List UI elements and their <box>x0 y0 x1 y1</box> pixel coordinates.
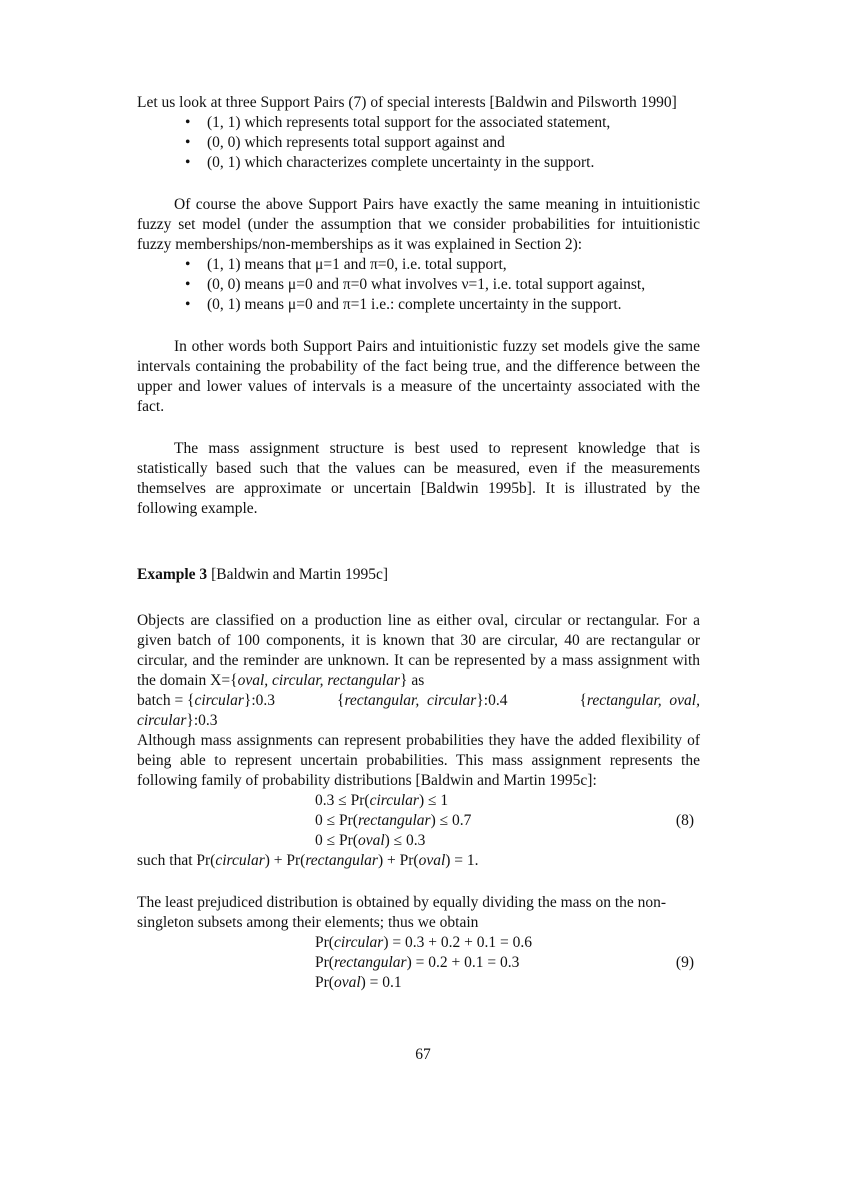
eq9-line <box>315 953 700 973</box>
eq-text: ) + Pr( <box>377 852 419 869</box>
eq-text: ) = 0.3 + 0.2 + 0.1 = 0.6 <box>383 934 532 951</box>
eq-text: 0.3 ≤ Pr( <box>315 792 370 809</box>
list-item: • (0, 1) which characterizes complete uncertainty in the support. <box>185 153 700 173</box>
brace: { <box>579 692 587 709</box>
batch-prefix: batch = { <box>137 692 195 709</box>
eq8-line <box>315 811 700 831</box>
eq-text: ) ≤ 1 <box>418 792 449 809</box>
eq-var: rectangular <box>357 812 431 829</box>
example-intro-text: Objects are classified on a production line as either oval, circular or rectangular. For a given batch of 100 components, it is known that 30 are circular, 40 are rectangular or circular, and the reminder are unknown. It can be represented by a mass assignment with the domain X={ <box>137 612 700 689</box>
eq8-line <box>315 791 700 811</box>
eq-var: circular <box>333 934 384 951</box>
eq-text: ) ≤ 0.7 <box>430 812 472 829</box>
eq9-line <box>315 933 700 953</box>
batch-continuation <box>137 711 700 731</box>
eq-text: Pr( <box>315 934 334 951</box>
equation-number-8: (8) <box>675 812 694 829</box>
page-number: 67 <box>415 1046 431 1063</box>
such-that-constraint <box>137 851 700 871</box>
list-item: • (0, 1) means μ=0 and π=1 i.e.: complete uncertainty in the support. <box>185 295 700 315</box>
eq-var: rectangular <box>333 954 407 971</box>
eq9-line <box>315 973 700 993</box>
eq-var: rectangular <box>305 852 378 869</box>
mass-assignment-paragraph: The mass assignment structure is best used to represent knowledge that is statistically based such that the values can be measured, even if the measurements themselves are approximate or uncertain [Baldwin 1995b]. It is illustrated by the following example. <box>137 440 700 517</box>
page-body <box>137 93 700 993</box>
eq8-line <box>315 831 700 851</box>
support-pairs-list <box>137 113 700 173</box>
ifs-meaning-list <box>137 255 700 315</box>
equation-8 <box>137 791 700 851</box>
eq-text: ) = 1. <box>445 852 479 869</box>
batch-set-1: circular <box>194 692 244 709</box>
example-intro <box>137 611 700 691</box>
equation-number-9: (9) <box>675 954 694 971</box>
list-item: • (0, 0) means μ=0 and π=0 what involves ν=1, i.e. total support against, <box>185 275 700 295</box>
batch-mass-assignment <box>137 691 700 711</box>
batch-set-3b: circular <box>137 712 187 729</box>
batch-mass-2: }:0.4 <box>476 692 508 709</box>
eq-var: oval <box>357 832 385 849</box>
eq-text: ) = 0.2 + 0.1 = 0.3 <box>406 954 520 971</box>
batch-mass-3: }:0.3 <box>186 712 218 729</box>
eq-text: ) ≤ 0.3 <box>384 832 426 849</box>
eq-text: Pr( <box>315 954 334 971</box>
eq-text: 0 ≤ Pr( <box>315 812 358 829</box>
eq-var: circular <box>215 852 265 869</box>
list-item: • (0, 0) which represents total support against and <box>185 133 700 153</box>
ifs-meaning-paragraph: Of course the above Support Pairs have exactly the same meaning in intuitionistic fuzzy set model (under the assumption that we consider probabilities for intuitionistic fuzzy memberships/non-memberships as it was explained in Section 2): <box>137 196 700 253</box>
example-heading <box>137 565 700 585</box>
eq-text: ) = 0.1 <box>360 974 402 991</box>
least-prejudiced-paragraph: The least prejudiced distribution is obtained by equally dividing the mass on the non-singleton subsets among their elements; thus we obtain <box>137 894 667 931</box>
eq-text: such that Pr( <box>137 852 216 869</box>
example-citation: [Baldwin and Martin 1995c] <box>207 566 388 583</box>
domain-items: oval, circular, rectangular <box>237 672 401 689</box>
intervals-paragraph: In other words both Support Pairs and intuitionistic fuzzy set models give the same intervals containing the probability of the fact being true, and the difference between the upper and lower values of intervals is a measure of the uncertainty associated with the fact. <box>137 338 700 415</box>
batch-set-2: rectangular, circular <box>344 692 477 709</box>
support-pairs-intro: Let us look at three Support Pairs (7) of special interests [Baldwin and Pilsworth 1990] <box>137 94 677 111</box>
batch-mass-1: }:0.3 <box>243 692 275 709</box>
eq-text: Pr( <box>315 974 334 991</box>
eq-var: oval <box>333 974 361 991</box>
eq-text: ) + Pr( <box>264 852 306 869</box>
list-item: • (1, 1) means that μ=1 and π=0, i.e. total support, <box>185 255 700 275</box>
eq-text: 0 ≤ Pr( <box>315 832 358 849</box>
eq-var: oval <box>418 852 446 869</box>
uncertain-probabilities-paragraph: Although mass assignments can represent probabilities they have the added flexibility of being able to represent uncertain probabilities. This mass assignment represents the following family of probability distributions [Baldwin and Martin 1995c]: <box>137 732 700 789</box>
equation-9 <box>137 933 700 993</box>
eq-var: circular <box>369 792 419 809</box>
example-label: Example 3 <box>137 566 208 583</box>
example-intro-tail: } as <box>400 672 425 689</box>
brace: { <box>337 692 345 709</box>
batch-set-3a: rectangular, oval, <box>586 692 700 709</box>
list-item: • (1, 1) which represents total support for the associated statement, <box>185 113 700 133</box>
